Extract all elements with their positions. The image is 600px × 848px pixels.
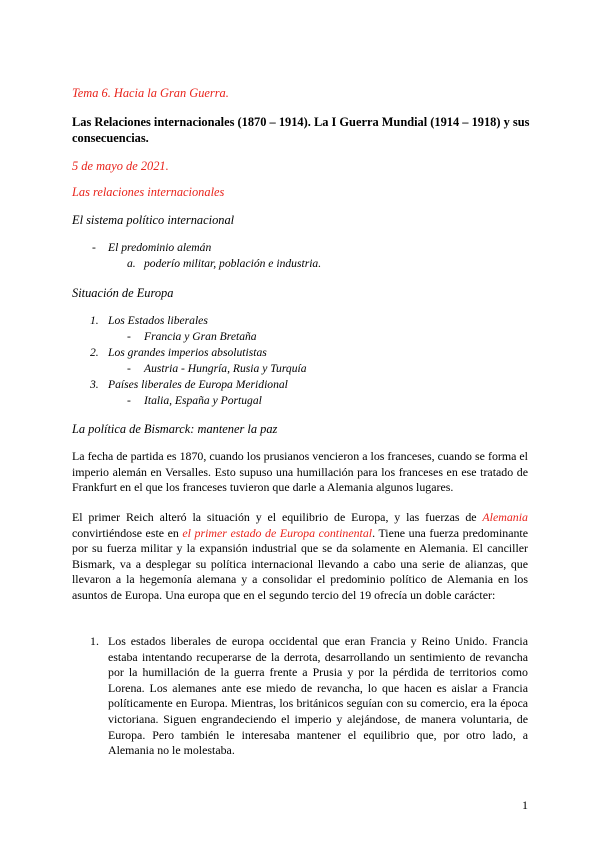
bismarck-heading: La política de Bismarck: mantener la paz — [72, 422, 278, 436]
list-item-paragraph: Los estados liberales de europa occidental que eran Francia y Reino Unido. Francia estaba intentando recuperarse de la derrota, desarrollando un sentimiento de revancha por la humillación de la guerra frente a Prusia y por la pérdida de territorios como Lorena. Los alemanes ante ese miedo de revancha, lo que hacen es aislar a Francia políticamente en Europa. Mientras, los británicos seguían con su comercio, era la época victoriana. Siguen engrandeciendo el imperio y alejándose, de manera voluntaria, de Europa. Pero también le interesaba mantener el equilibrio que, por otro lado, a Alemania no le molestaba. — [108, 634, 528, 758]
topic-heading: Tema 6. Hacia la Gran Guerra. — [72, 86, 229, 100]
list-number: 3. — [90, 378, 99, 391]
sub-bullet-dash: - — [127, 362, 131, 375]
situacion-item: Los grandes imperios absolutistas — [108, 346, 267, 359]
subsection-heading: El sistema político internacional — [72, 213, 235, 227]
date-heading: 5 de mayo de 2021. — [72, 159, 169, 173]
situacion-subitem: Austria - Hungría, Rusia y Turquía — [144, 362, 307, 375]
section-heading: Las relaciones internacionales — [72, 185, 225, 199]
paragraph-2-part-b: convirtiéndose este en — [72, 525, 183, 540]
bullet-dash: - — [92, 241, 96, 254]
document-title-line1: Las Relaciones internacionales (1870 – 1914). La I Guerra Mundial (1914 – 1918) y sus — [72, 115, 530, 129]
sub-bullet-dash: - — [127, 330, 131, 343]
situacion-subitem: Italia, España y Portugal — [144, 394, 262, 407]
list-number: 1. — [90, 314, 99, 327]
page-number: 1 — [522, 798, 528, 812]
paragraph-2 — [72, 510, 528, 604]
paragraph-2-part-a: El primer Reich alteró la situación y el equilibrio de Europa, y las fuerzas de — [72, 510, 483, 524]
situacion-item: Países liberales de Europa Meridional — [108, 378, 288, 391]
document-title-line2: consecuencias. — [72, 131, 149, 145]
sub-bullet-dash: - — [127, 394, 131, 407]
predominio-item: El predominio alemán — [108, 241, 212, 254]
situacion-subitem: Francia y Gran Bretaña — [144, 330, 257, 343]
situacion-heading: Situación de Europa — [72, 286, 174, 300]
list-number: 1. — [90, 634, 99, 648]
sub-marker: a. — [127, 257, 136, 270]
situacion-item: Los Estados liberales — [108, 314, 208, 327]
list-number: 2. — [90, 346, 99, 359]
predominio-subitem: poderío militar, población e industria. — [144, 257, 322, 270]
highlight-alemania: Alemania — [482, 510, 528, 524]
paragraph-1: La fecha de partida es 1870, cuando los prusianos vencieron a los franceses, cuando se forma el imperio alemán en Versalles. Esto supuso una humillación para los franceses en ese tratado de Frankfurt en el que los franceses tuvieron que darle a Alemania algunos lugares. — [72, 449, 528, 495]
highlight-primer-estado: el primer estado de Europa continental — [182, 525, 373, 540]
paragraph-2-part-c: . Tiene una fuerza predominante por su fuerza militar y la expansión industrial que se da solamente en Alemania. El canciller Bismark, va a desplegar su política internacional llevando a cabo una serie de alianzas, que llevaron a la hegemonía alemana y a consolidar el predominio político de Alemania en los asuntos de Europa. Una europa que en el segundo tercio del 19 ofrecía un doble carácter: — [72, 525, 528, 602]
